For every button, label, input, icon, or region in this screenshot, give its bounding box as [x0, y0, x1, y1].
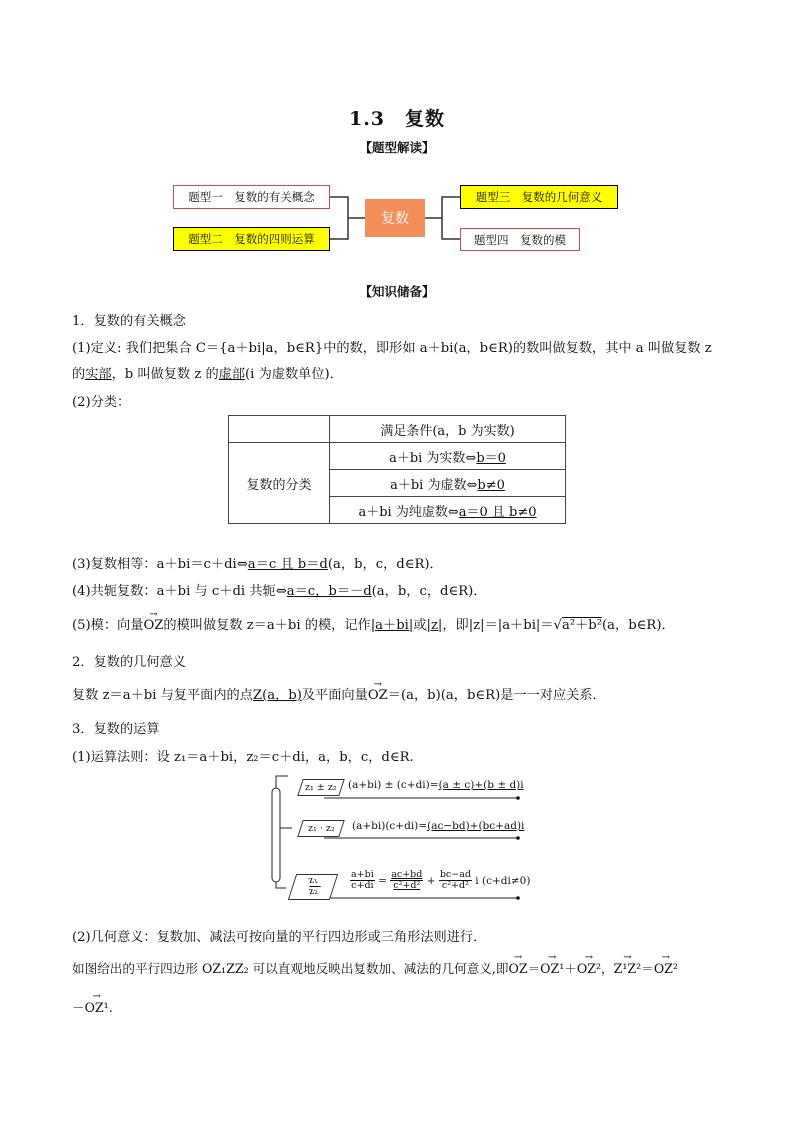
op-div-formula: $\frac{a+bi}{c+di}$ = $\frac{ac+bd}{\text{c²+d²}}$ + $\frac{bc-ad}{\text{c²+d²}}$ i (c+di≠0): [351, 869, 531, 892]
classification-label: (2)分类：: [72, 395, 131, 410]
equality-line: (3)复数相等：a＋bi＝c＋di⇔a＝c 且 b＝d(a，b，c，d∈R)．: [72, 557, 443, 572]
operation-rule-line: (1)运算法则：设 z₁＝a＋bi，z₂＝c＋di，a，b，c，d∈R.: [72, 750, 414, 765]
table-row-real: a＋bi 为实数⇔b＝0: [330, 443, 566, 470]
parallelogram-line-2: － → OZ¹.: [72, 991, 113, 1015]
op-mul-box: z₁ · z₂: [297, 820, 345, 837]
modulus-line: (5)模：向量 → OZ的模叫做复数 z＝a＋bi 的模，记作|a＋bi|或|z|，即|z|＝|a＋bi|＝√a²＋b²(a，b∈R)．: [72, 609, 675, 633]
mindmap-center: 复数: [365, 199, 425, 237]
table-row-head: 复数的分类: [229, 443, 330, 524]
mindmap-node-type1: 题型一 复数的有关概念: [173, 185, 330, 209]
mindmap-node-type4: 题型四 复数的模: [460, 228, 580, 251]
table-row-pure-imag: a＋bi 为纯虚数⇔a＝0 且 b≠0: [330, 497, 566, 524]
term-real-part: 实部: [85, 367, 112, 382]
table-row-imag: a＋bi 为虚数⇔b≠0: [330, 470, 566, 497]
op-add-sub-formula: (a+bi) ± (c+di)=(a ± c)+(b ± d)i: [348, 779, 524, 791]
table-corner-cell: [229, 416, 330, 443]
definition-line-2: 的实部，b 叫做复数 z 的虚部(i 为虚数单位)．: [72, 367, 343, 382]
mindmap-node-type3: 题型三 复数的几何意义: [460, 185, 618, 209]
classification-table: [228, 415, 566, 524]
vector-oz: → OZ: [143, 609, 164, 633]
term-imag-part: 虚部: [218, 367, 246, 382]
section-heading-knowledge: 【知识储备】: [359, 284, 435, 299]
mindmap-node-type2: 题型二 复数的四则运算: [173, 227, 330, 251]
section-heading-types: 【题型解读】: [359, 140, 435, 155]
conjugate-line: (4)共轭复数：a＋bi 与 c＋di 共轭⇔a＝c，b＝－d(a，b，c，d∈R)．: [72, 584, 487, 599]
heading-geometry: 2．复数的几何意义: [72, 655, 186, 670]
op-mul-formula: (a+bi)(c+di)=(ac−bd)+(bc+ad)i: [352, 820, 525, 832]
geometry-line: 复数 z＝a＋bi 与复平面内的点Z(a，b)及平面向量 → OZ＝(a，b)(a，b∈R)是一一对应关系．: [72, 679, 606, 703]
mindmap-connectors: [0, 0, 794, 300]
page-title: 1.3 复数: [348, 108, 446, 130]
op-div-box: $\frac{\text{z₁}}{\text{z₂}}$: [288, 874, 338, 900]
vector-oz-geo: → OZ: [367, 679, 388, 703]
parallelogram-line: 如图给出的平行四边形 OZ₁ZZ₂ 可以直观地反映出复数加、减法的几何意义,即 → OZ＝ → OZ¹＋ → OZ²， → Z¹Z²＝ → OZ²: [72, 952, 678, 976]
table-header: 满足条件(a，b 为实数): [330, 416, 566, 443]
heading-operations: 3．复数的运算: [72, 722, 160, 737]
op-add-sub-box: z₁ ± z₂: [297, 779, 345, 796]
geometric-meaning-line: (2)几何意义：复数加、减法可按向量的平行四边形或三角形法则进行．: [72, 930, 487, 945]
definition-line-1: (1)定义: 我们把集合 C＝{a＋bi|a，b∈R}中的数，即形如 a＋bi(a，b∈R)的数叫做复数，其中 a 叫做复数 z: [72, 341, 712, 356]
heading-concepts: 1．复数的有关概念: [72, 314, 186, 329]
